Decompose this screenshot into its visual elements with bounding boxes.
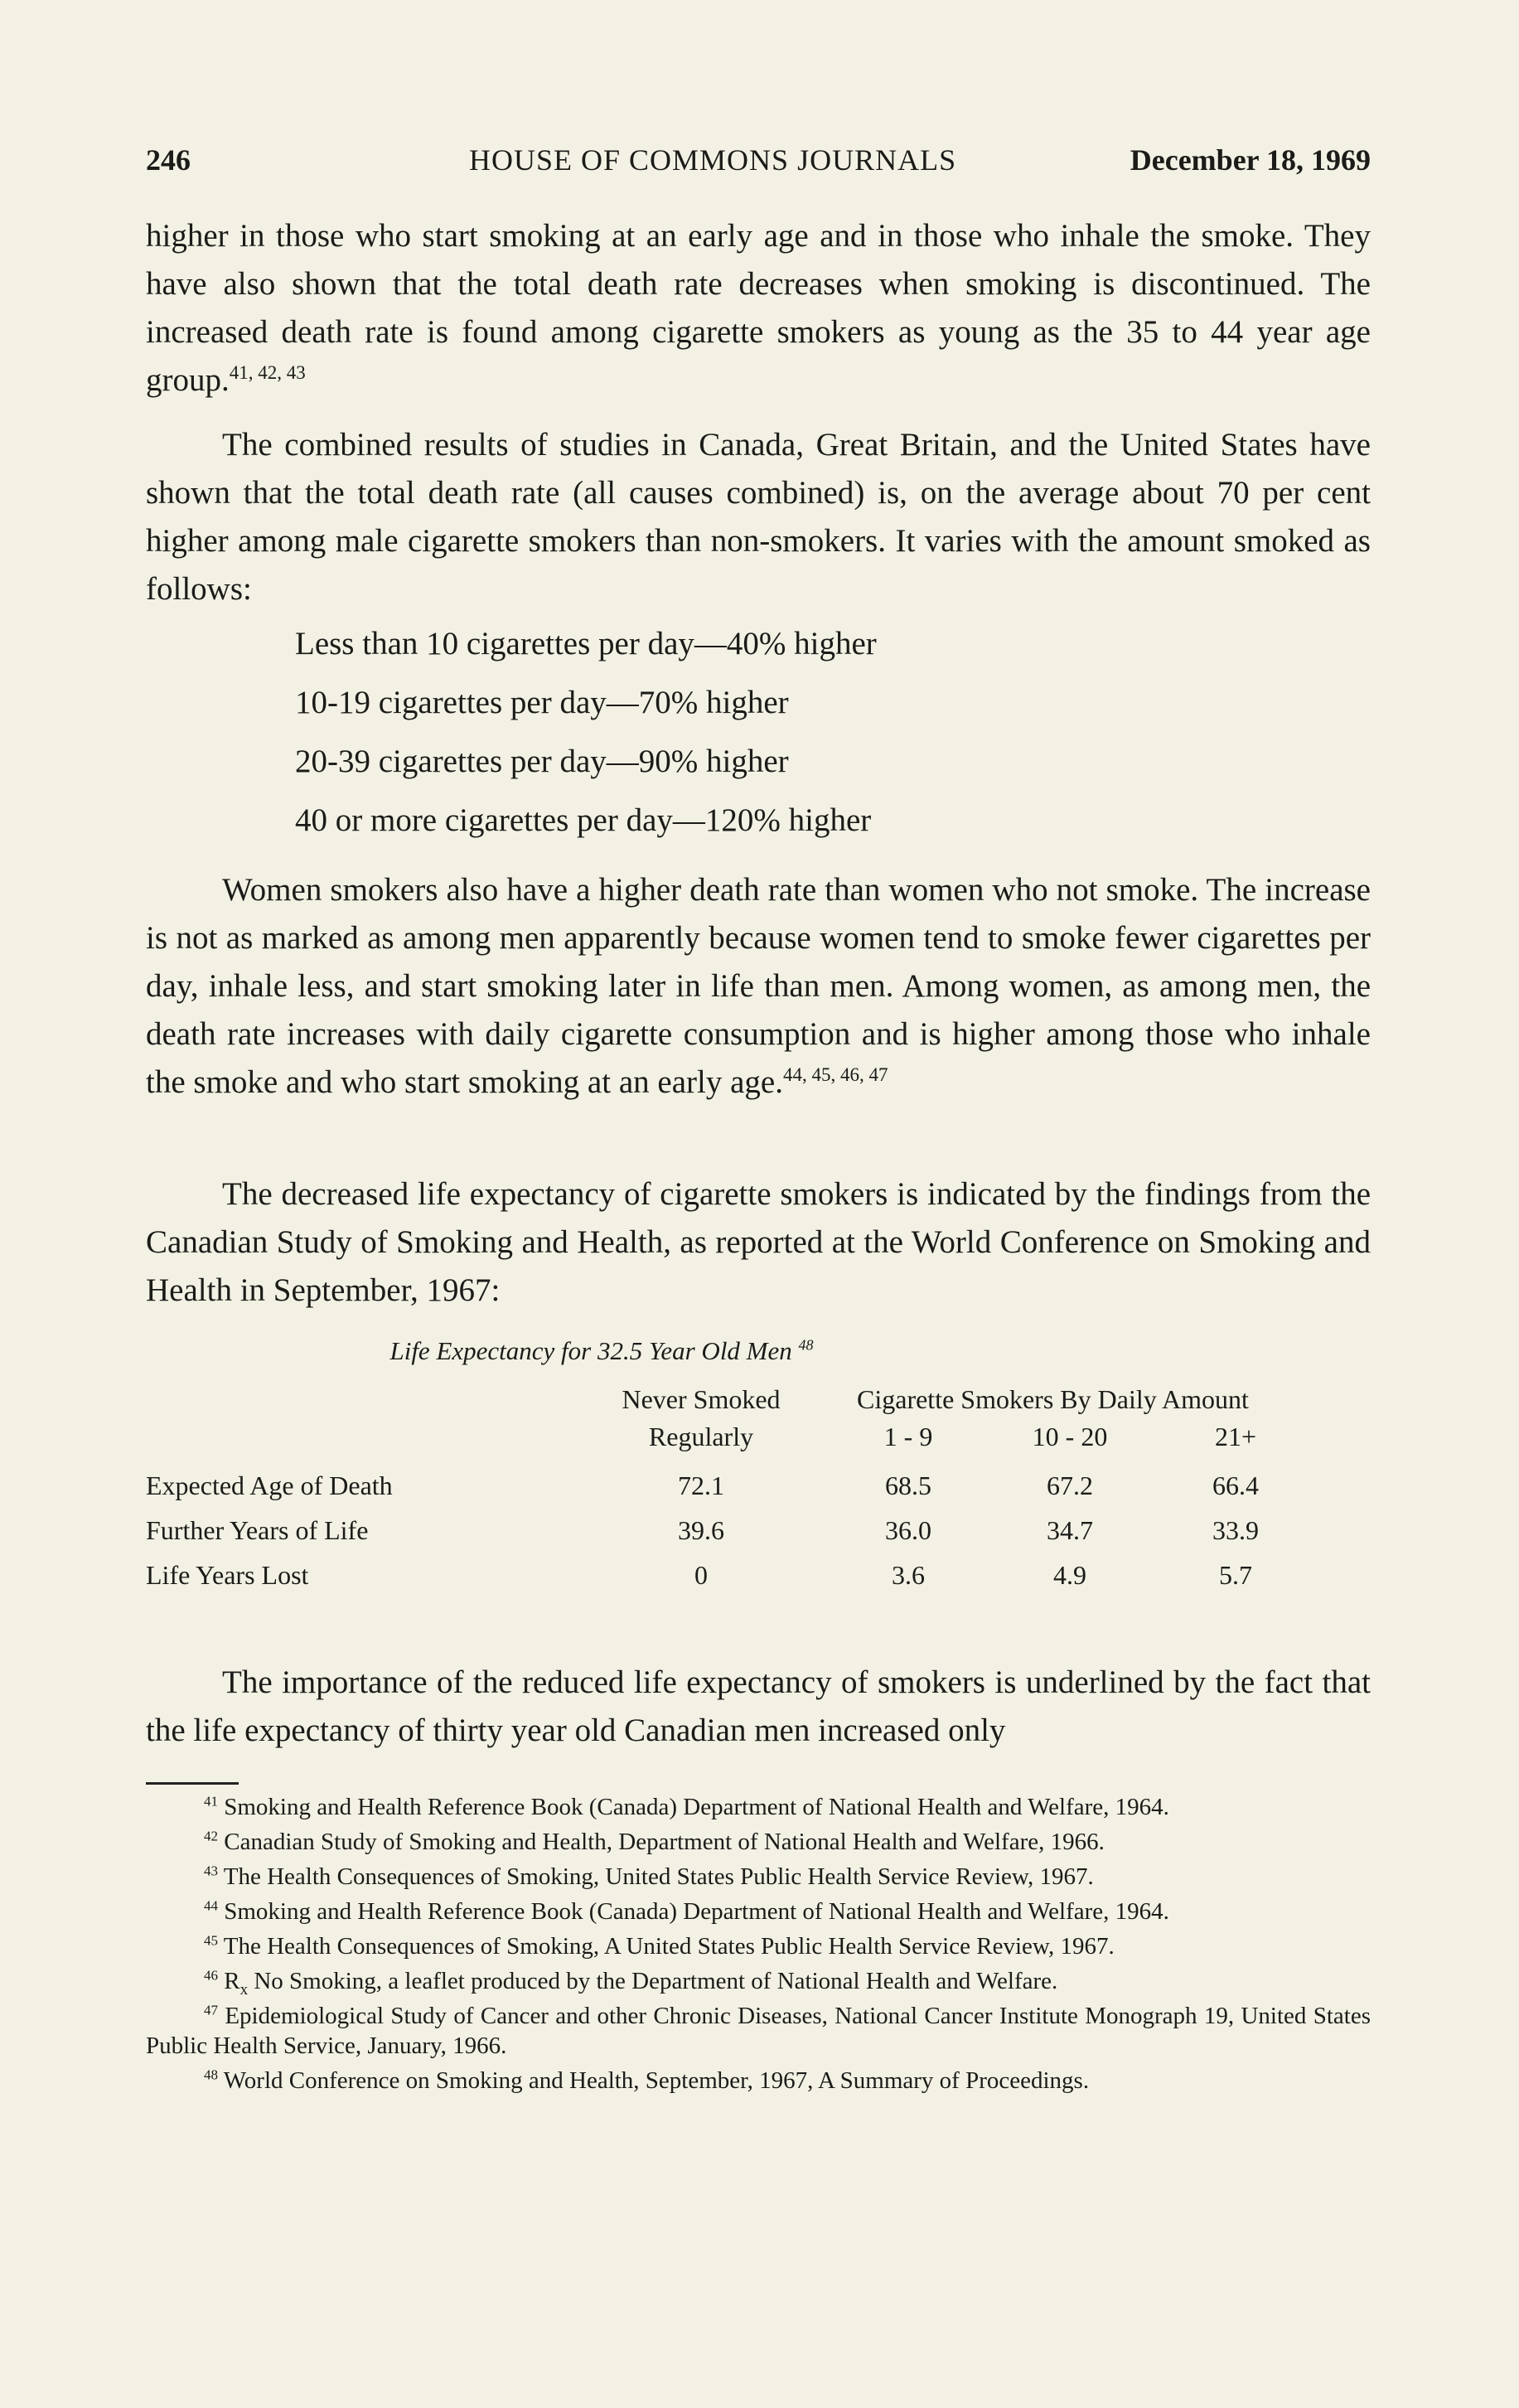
footnote-text: R	[224, 1968, 240, 1994]
footnotes	[146, 1792, 1371, 2100]
table-caption-text: Life Expectancy for 32.5 Year Old Men	[389, 1336, 792, 1365]
table-cell: 68.5	[885, 1470, 931, 1500]
footnote-number: 43	[204, 1863, 218, 1879]
paragraph-4-text: The decreased life expectancy of cigarette smokers is indicated by the findings from the Canadian Study of Smoking and Health, as reported at the World Conference on Smoking and Health in September, 1967:	[146, 1176, 1371, 1308]
table-cell: 3.6	[892, 1560, 925, 1590]
footnote	[146, 2066, 1371, 2095]
footnote-number: 47	[204, 2002, 218, 2018]
footnote-text: Smoking and Health Reference Book (Canada) Department of National Health and Welfare, 1964.	[224, 1794, 1169, 1820]
col-header-10-20: 10 - 20	[1032, 1422, 1108, 1451]
life-expectancy-table-block	[146, 0, 1371, 1658]
footnote	[146, 1792, 1371, 1822]
paragraph-1-text: higher in those who start smoking at an early age and in those who inhale the smoke. They have also shown that the total death rate decreases when smoking is discontinued. The increased death rate is found among cigarette smokers as young as the 35 to 44 year age group.	[146, 218, 1371, 398]
header-date: December 18, 1969	[1130, 143, 1371, 177]
table-cell: 72.1	[678, 1470, 724, 1500]
footnote-subscript: x	[239, 1980, 249, 1999]
footnote-number: 48	[204, 2066, 218, 2083]
table-caption	[146, 1336, 1057, 1366]
paragraph-3-text: Women smokers also have a higher death rate than women who not smoke. The increase is not as marked as among men apparently because women tend to smoke fewer cigarettes per day, inhale less, and start smoking later in life than men. Among women, as among men, the death rate increases with daily cigarette consumption and is higher among those who inhale the smoke and who start smoking at an early age.	[146, 872, 1371, 1100]
footnote-number: 46	[204, 1967, 218, 1984]
footnote-text: Epidemiological Study of Cancer and other Chronic Diseases, National Cancer Institute Monograph 19, United States Public Health Service, January, 1966.	[146, 2003, 1371, 2059]
footnote	[146, 1862, 1371, 1892]
table-cell: 66.4	[1212, 1470, 1259, 1500]
paragraph-1-refs: 41, 42, 43	[229, 362, 306, 383]
footnote	[146, 1966, 1371, 1999]
footnote	[146, 1931, 1371, 1961]
row-label-further-years: Further Years of Life	[146, 1515, 369, 1545]
footnote-rule	[146, 1782, 239, 1785]
journal-title: HOUSE OF COMMONS JOURNALS	[469, 143, 957, 177]
table-cell: 34.7	[1047, 1515, 1093, 1545]
rate-item: 40 or more cigarettes per day—120% higher	[295, 802, 872, 838]
table-cell: 67.2	[1047, 1470, 1093, 1500]
table-cell: 36.0	[885, 1515, 931, 1545]
rate-item: 10-19 cigarettes per day—70% higher	[295, 685, 789, 720]
page-number: 246	[146, 143, 191, 177]
row-label-expected-age: Expected Age of Death	[146, 1470, 393, 1500]
paragraph-5-text: The importance of the reduced life expectancy of smokers is underlined by the fact that the life expectancy of thirty year old Canadian men increased only	[146, 1664, 1371, 1748]
life-expectancy-table	[146, 1384, 1371, 1600]
footnote	[146, 1827, 1371, 1857]
footnote-number: 41	[204, 1793, 218, 1810]
rate-item: Less than 10 cigarettes per day—40% higher	[295, 626, 877, 661]
footnote-text: The Health Consequences of Smoking, United States Public Health Service Review, 1967.	[223, 1863, 1094, 1890]
paragraph-5	[146, 1659, 1371, 1755]
footnote-text: No Smoking, a leaflet produced by the Department of National Health and Welfare.	[248, 1968, 1058, 1994]
footnote-text: Smoking and Health Reference Book (Canada) Department of National Health and Welfare, 1964.	[224, 1898, 1169, 1925]
rate-item: 20-39 cigarettes per day—90% higher	[295, 744, 789, 779]
col-header-1-9: 1 - 9	[883, 1422, 933, 1451]
footnote-text: Canadian Study of Smoking and Health, Department of National Health and Welfare, 1966.	[224, 1829, 1105, 1855]
footnote-number: 44	[204, 1897, 218, 1914]
col-header-group: Cigarette Smokers By Daily Amount	[857, 1384, 1249, 1414]
paragraph-3-refs: 44, 45, 46, 47	[782, 1064, 888, 1085]
footnote	[146, 2001, 1371, 2061]
table-caption-ref: 48	[798, 1336, 814, 1354]
row-label-life-years-lost: Life Years Lost	[146, 1560, 309, 1590]
col-header-never-2: Regularly	[648, 1422, 754, 1451]
table-cell: 4.9	[1053, 1560, 1086, 1590]
footnote-text: The Health Consequences of Smoking, A United States Public Health Service Review, 1967.	[223, 1933, 1115, 1960]
col-header-never: Never Smoked	[622, 1384, 781, 1414]
table-cell: 5.7	[1219, 1560, 1252, 1590]
footnote	[146, 1897, 1371, 1926]
footnote-number: 42	[204, 1828, 218, 1844]
col-header-21-plus: 21+	[1214, 1422, 1257, 1451]
footnote-text: World Conference on Smoking and Health, September, 1967, A Summary of Proceedings.	[223, 2067, 1090, 2094]
table-cell: 0	[694, 1560, 708, 1590]
footnote-number: 45	[204, 1932, 218, 1949]
table-cell: 39.6	[678, 1515, 724, 1545]
table-cell: 33.9	[1212, 1515, 1259, 1545]
paragraph-2-text: The combined results of studies in Canada, Great Britain, and the United States have shown that the total death rate (all causes combined) is, on the average about 70 per cent higher among male cigarette smokers than non-smokers. It varies with the amount smoked as follows:	[146, 427, 1371, 607]
